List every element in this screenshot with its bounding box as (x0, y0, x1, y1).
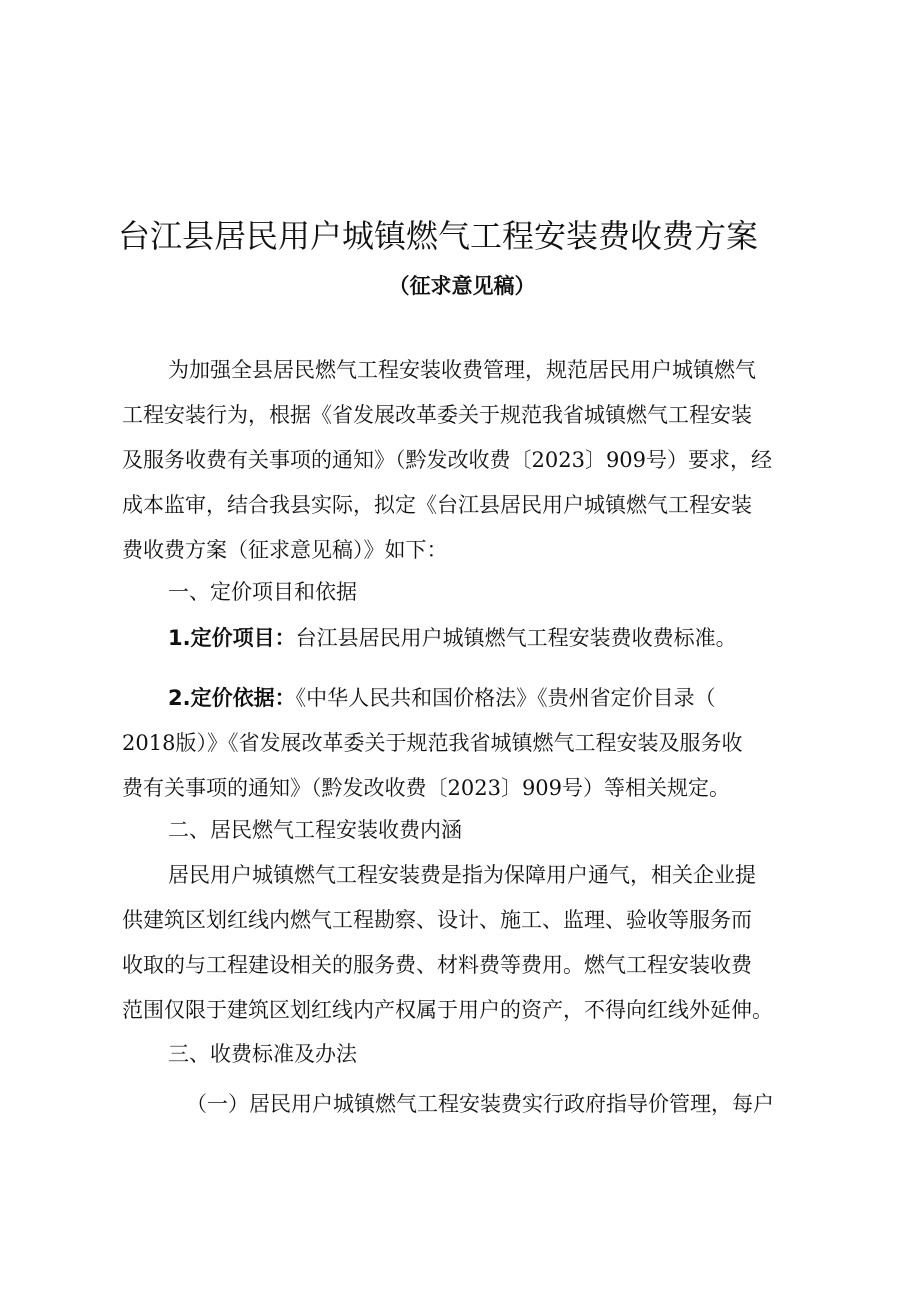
intro-line-5: 费收费方案（征求意见稿）》如下： (122, 538, 448, 562)
section1-heading: 一、定价项目和依据 (168, 580, 357, 604)
section2-line-1: 居民用户城镇燃气工程安装费是指为保障用户通气，相关企业提 (168, 863, 756, 887)
section2-line-4: 范围仅限于建筑区划红线内产权属于用户的资产，不得向红线外延伸。 (122, 998, 773, 1022)
intro-line-4: 成本监审，结合我县实际，拟定《台江县居民用户城镇燃气工程安装 (122, 493, 752, 517)
section3-line-1: （一）居民用户城镇燃气工程安装费实行政府指导价管理，每户 (186, 1092, 774, 1116)
section1-item2-line1 (168, 680, 822, 716)
intro-line-3: 及服务收费有关事项的通知》（黔发改收费〔2023〕909号）要求，经 (122, 448, 773, 472)
document-subtitle: （征求意见稿） (388, 274, 536, 298)
section1-item2-line2: 2018版）》《省发展改革委关于规范我省城镇燃气工程安装及服务收 (122, 731, 743, 755)
item2-label: 2.定价依据： (168, 686, 296, 710)
intro-line-2: 工程安装行为，根据《省发展改革委关于规范我省城镇燃气工程安装 (122, 403, 752, 427)
section1-item2-line3: 费有关事项的通知》（黔发改收费〔2023〕909号）等相关规定。 (122, 776, 731, 800)
item1-label: 1.定价项目： (168, 626, 296, 650)
item1-text: 台江县居民用户城镇燃气工程安装费收费标准。 (295, 626, 737, 650)
document-title: 台江县居民用户城镇燃气工程安装费收费方案 (118, 217, 759, 255)
section3-heading: 三、收费标准及办法 (168, 1042, 357, 1066)
section2-line-3: 收取的与工程建设相关的服务费、材料费等费用。燃气工程安装收费 (122, 953, 752, 977)
intro-line-1: 为加强全县居民燃气工程安装收费管理，规范居民用户城镇燃气 (168, 358, 756, 382)
section1-item1 (168, 620, 822, 656)
section2-line-2: 供建筑区划红线内燃气工程勘察、设计、施工、监理、验收等服务而 (122, 908, 752, 932)
section2-heading: 二、居民燃气工程安装收费内涵 (168, 818, 462, 842)
item2-text-1: 《中华人民共和国价格法》《贵州省定价目录（ (295, 686, 716, 710)
